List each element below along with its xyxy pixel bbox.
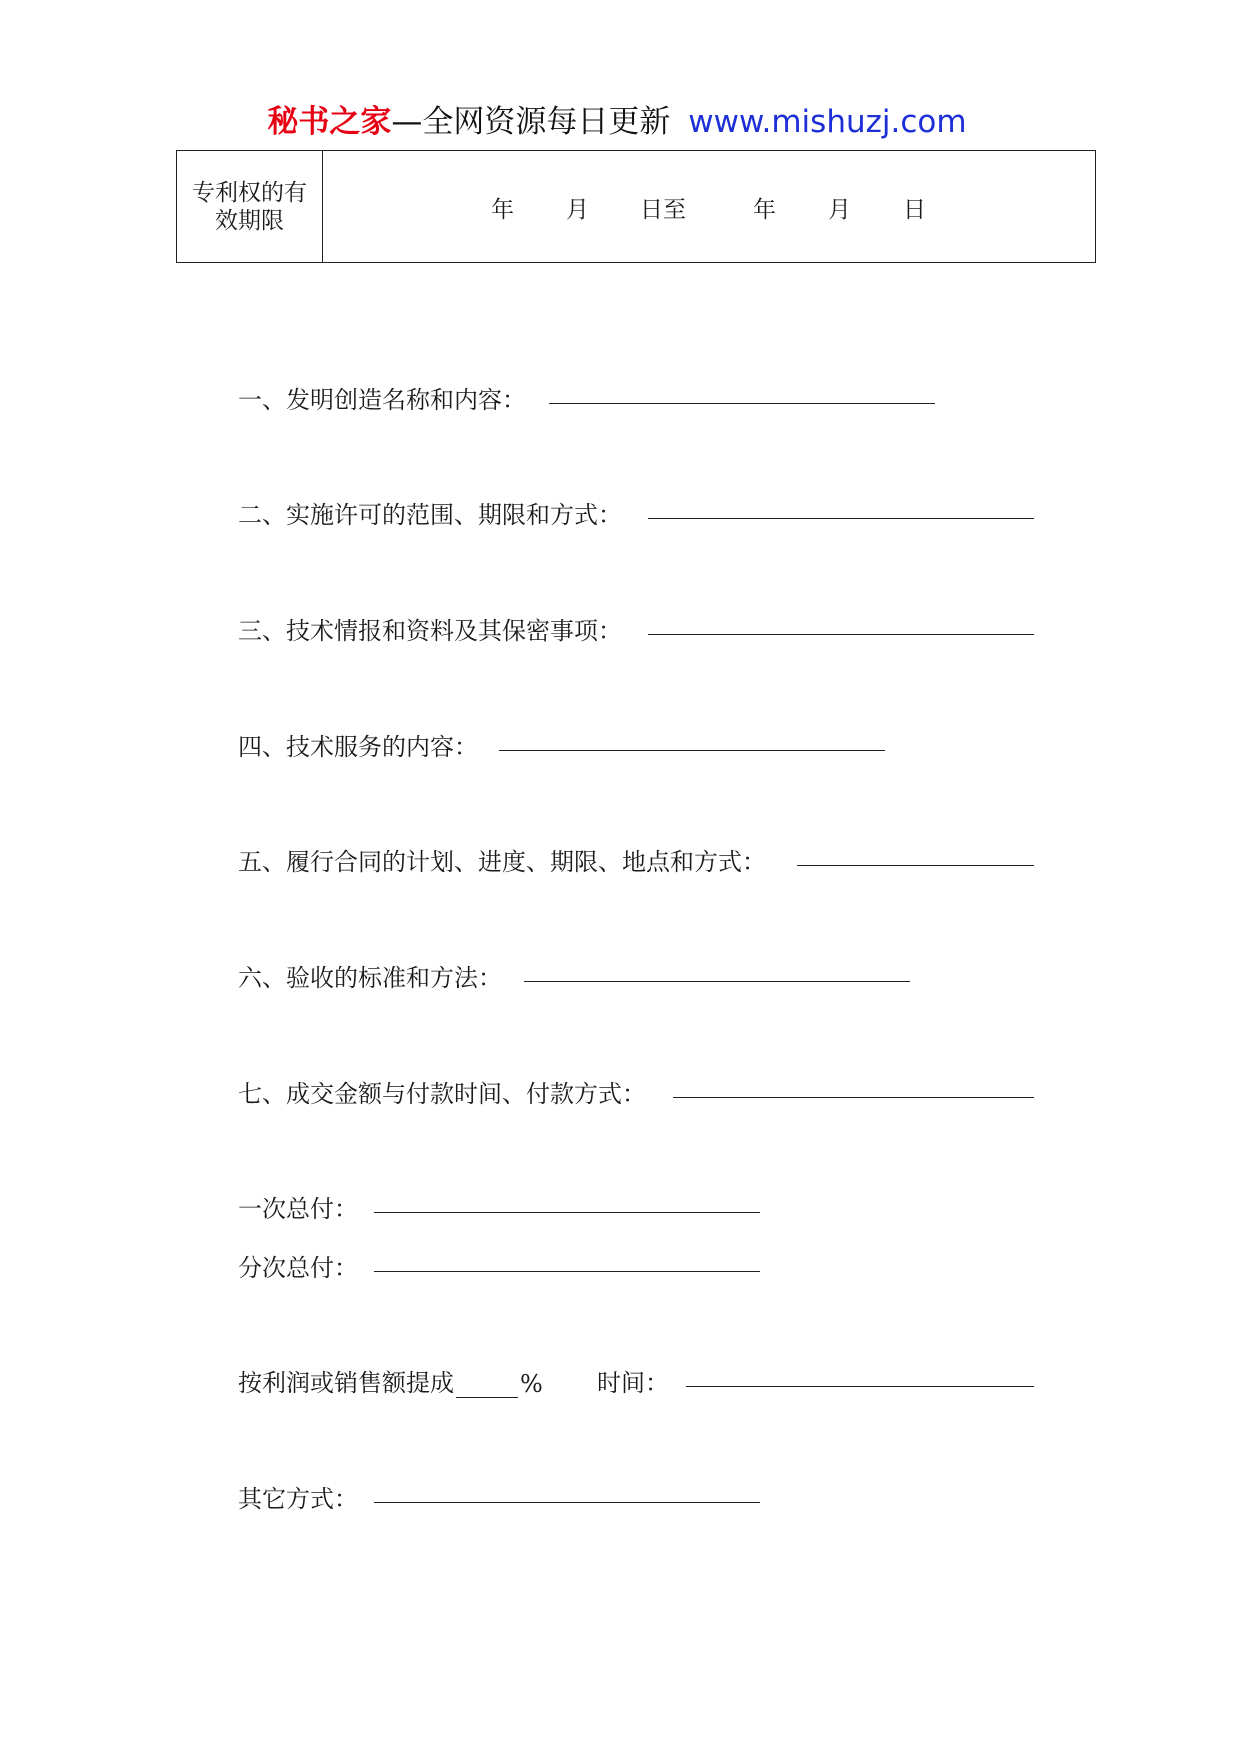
- item-technical-service: [238, 722, 478, 762]
- royalty-time-row: [597, 1358, 669, 1398]
- item-license-scope: [238, 490, 622, 530]
- header-slogan: —全网资源每日更新: [391, 104, 671, 140]
- other-method-blank[interactable]: [374, 1502, 760, 1503]
- item-label: 六、验收的标准和方法：: [238, 964, 502, 992]
- site-url-link[interactable]: www.mishuzj.com: [688, 104, 967, 140]
- item-label: 七、成交金额与付款时间、付款方式：: [238, 1080, 646, 1108]
- item-label: 五、履行合同的计划、进度、期限、地点和方式：: [238, 848, 766, 876]
- acceptance-standard-blank[interactable]: [524, 981, 910, 982]
- end-year-label: 年: [753, 197, 776, 223]
- end-month-label: 月: [828, 197, 851, 223]
- performance-plan-blank[interactable]: [797, 865, 1034, 866]
- installments-label: 分次总付：: [238, 1254, 358, 1282]
- lump-sum-row: [238, 1184, 358, 1224]
- royalty-time-label: 时间：: [597, 1369, 669, 1397]
- item-performance-plan: [238, 837, 766, 877]
- item-technical-info: [238, 606, 622, 646]
- lump-sum-label: 一次总付：: [238, 1195, 358, 1223]
- site-header: [0, 100, 1234, 144]
- validity-period-label: 专利权的有效期限: [177, 151, 323, 262]
- end-day-label: 日: [903, 197, 926, 223]
- lump-sum-blank[interactable]: [374, 1212, 760, 1213]
- installments-row: [238, 1243, 358, 1283]
- item-transaction-amount: [238, 1069, 646, 1109]
- start-year-label: 年: [491, 197, 514, 223]
- transaction-amount-blank[interactable]: [673, 1097, 1034, 1098]
- invention-name-blank[interactable]: [549, 403, 935, 404]
- royalty-percent-blank[interactable]: [456, 1375, 518, 1398]
- technical-info-blank[interactable]: [648, 634, 1034, 635]
- other-method-row: [238, 1474, 358, 1514]
- item-label: 一、发明创造名称和内容：: [238, 386, 526, 414]
- validity-period-dates[interactable]: [323, 151, 1095, 262]
- patent-validity-table: [176, 150, 1096, 263]
- item-label: 四、技术服务的内容：: [238, 733, 478, 761]
- item-acceptance-standard: [238, 953, 502, 993]
- item-invention-name: [238, 375, 526, 415]
- technical-service-blank[interactable]: [499, 750, 885, 751]
- brand-name: 秘书之家: [267, 104, 392, 140]
- royalty-row: [238, 1358, 543, 1398]
- installments-blank[interactable]: [374, 1271, 760, 1272]
- royalty-prefix-label: 按利润或销售额提成: [238, 1369, 454, 1397]
- item-label: 二、实施许可的范围、期限和方式：: [238, 501, 622, 529]
- start-day-to-label: 日至: [640, 197, 686, 223]
- license-scope-blank[interactable]: [648, 518, 1034, 519]
- item-label: 三、技术情报和资料及其保密事项：: [238, 617, 622, 645]
- other-method-label: 其它方式：: [238, 1485, 358, 1513]
- start-month-label: 月: [566, 197, 589, 223]
- royalty-time-blank[interactable]: [686, 1386, 1034, 1387]
- percent-sign: %: [520, 1370, 543, 1398]
